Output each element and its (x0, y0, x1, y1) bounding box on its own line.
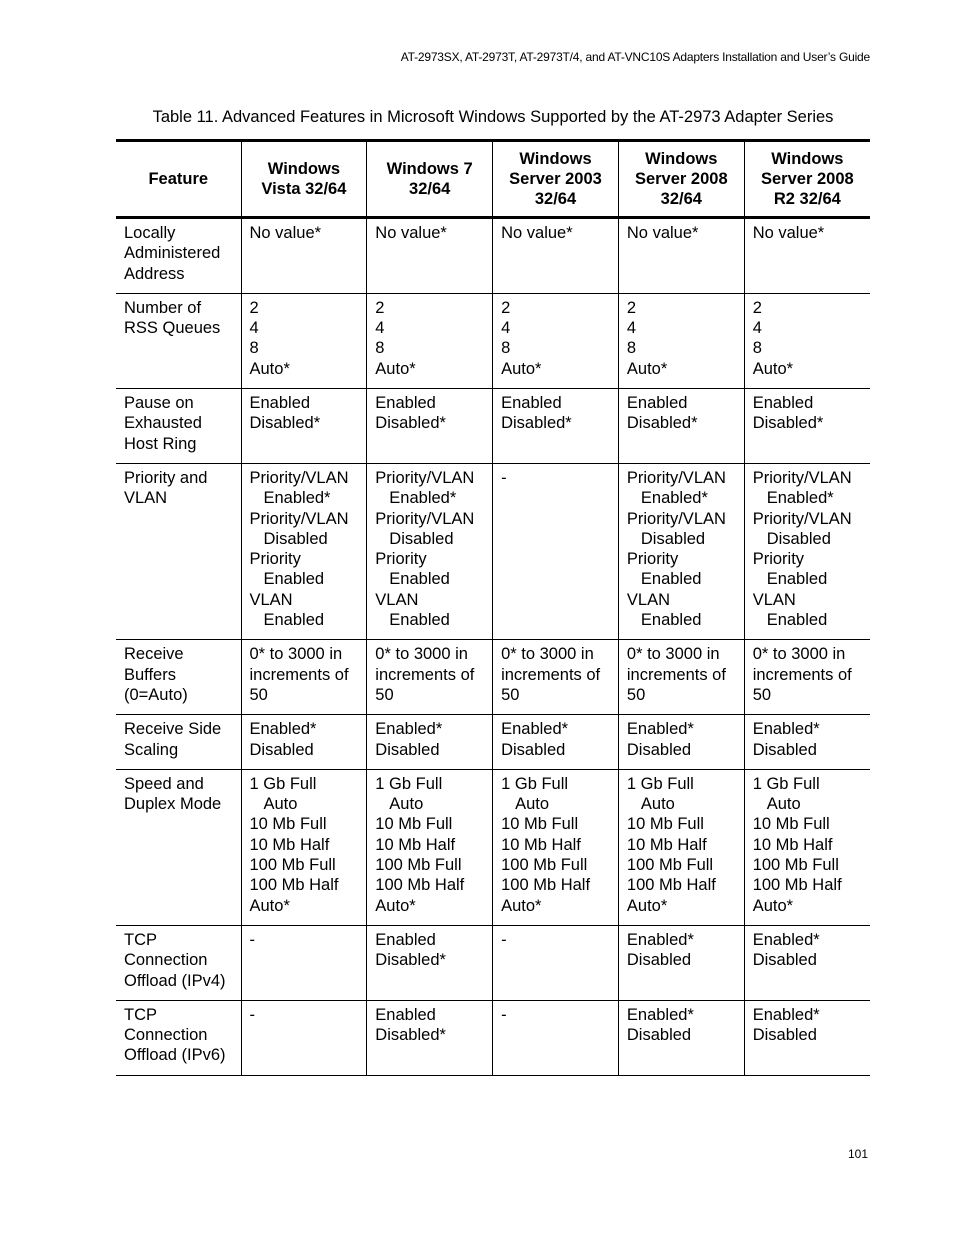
value-cell (367, 1000, 493, 1075)
value-line: Disabled* (375, 1026, 446, 1045)
value-line: Enabled* (501, 720, 569, 739)
value-line: Auto* (501, 359, 542, 378)
value-line: 10 Mb Half (501, 835, 581, 854)
value-line: Enabled (375, 1005, 436, 1024)
value-line: Enabled (375, 930, 436, 949)
value-cell (618, 293, 744, 388)
table-row (116, 463, 870, 639)
value-cell (744, 389, 870, 464)
value-line: Priority/VLAN (375, 468, 475, 487)
value-line: Enabled (501, 394, 562, 413)
value-line: Enabled (640, 611, 702, 630)
column-header-os (618, 141, 744, 218)
value-line: 100 Mb Full (501, 856, 588, 875)
value-cell (241, 1000, 367, 1075)
column-header-os (241, 141, 367, 218)
value-line: Auto* (752, 359, 794, 378)
value-line: Priority/VLAN (626, 468, 726, 487)
value-cell (493, 769, 619, 925)
value-line: 50 (626, 685, 646, 704)
value-line: 0* to 3000 in (501, 645, 594, 664)
feature-line: Pause on (124, 394, 194, 413)
value-cell (493, 389, 619, 464)
value-cell (241, 218, 367, 294)
feature-line: Scaling (124, 740, 179, 759)
value-line: Enabled (375, 394, 436, 413)
value-line: Disabled* (752, 414, 824, 433)
value-line: Enabled* (640, 489, 708, 508)
value-cell (493, 640, 619, 715)
feature-line: Connection (124, 951, 208, 970)
value-line: 2 (752, 298, 762, 317)
value-cell (618, 640, 744, 715)
value-cell (241, 640, 367, 715)
feature-cell (116, 640, 241, 715)
value-line: No value* (626, 224, 699, 242)
feature-cell (116, 925, 241, 1000)
table-row (116, 389, 870, 464)
value-cell (493, 1000, 619, 1075)
value-line: 10 Mb Half (375, 835, 456, 854)
feature-cell (116, 389, 241, 464)
value-line: Auto* (249, 359, 290, 378)
value-line: Enabled (389, 570, 450, 589)
value-line: Enabled (263, 611, 325, 630)
value-line: 8 (752, 339, 762, 358)
feature-cell (116, 1000, 241, 1075)
value-line: 0* to 3000 in (249, 645, 343, 664)
feature-line: (0=Auto) (124, 685, 188, 704)
value-line: increments of (626, 665, 726, 684)
feature-line: Administered (124, 244, 221, 263)
value-line: 100 Mb Half (249, 876, 339, 895)
value-line: Auto* (626, 896, 668, 915)
value-line: Enabled (249, 394, 311, 413)
value-line: 2 (501, 298, 511, 317)
value-line: 50 (375, 685, 394, 704)
value-line: - (501, 1005, 507, 1024)
value-line: Disabled (263, 529, 328, 548)
header-line: Windows (519, 149, 592, 168)
feature-line: Connection (124, 1026, 208, 1045)
value-cell (367, 715, 493, 770)
page-number: 101 (847, 1147, 868, 1161)
feature-line: VLAN (124, 489, 168, 508)
value-cell (618, 1000, 744, 1075)
feature-cell (116, 218, 241, 294)
feature-line: Duplex Mode (124, 795, 222, 814)
value-line: Priority/VLAN (249, 468, 349, 487)
value-line: 4 (501, 319, 511, 338)
value-cell (744, 769, 870, 925)
value-cell (744, 218, 870, 294)
value-line: increments of (249, 665, 349, 684)
value-line: increments of (501, 665, 601, 684)
value-line: 4 (375, 319, 385, 338)
value-line: Enabled (626, 394, 688, 413)
value-line: Enabled (752, 394, 814, 413)
value-line: Disabled (626, 951, 692, 970)
features-table (116, 139, 870, 1076)
value-cell (493, 925, 619, 1000)
value-cell (367, 463, 493, 639)
value-line: Disabled (752, 740, 817, 759)
value-line: Enabled* (766, 489, 834, 508)
feature-line: Locally (124, 224, 176, 242)
value-line: 4 (752, 319, 762, 338)
value-line: 10 Mb Full (626, 815, 704, 834)
value-cell (744, 1000, 870, 1075)
value-line: 1 Gb Full (375, 774, 443, 793)
value-line: Auto* (375, 896, 416, 915)
value-cell (367, 640, 493, 715)
value-line: Disabled (375, 740, 440, 759)
value-line: Priority (249, 550, 301, 569)
value-line: Disabled* (375, 951, 446, 970)
value-line: Enabled (640, 570, 702, 589)
value-cell (493, 463, 619, 639)
value-line: 10 Mb Full (375, 815, 453, 834)
feature-line: TCP (124, 1005, 157, 1024)
value-line: - (249, 930, 255, 949)
value-line: Auto (766, 795, 801, 814)
value-line: VLAN (626, 590, 670, 609)
value-line: Auto* (249, 896, 290, 915)
table-row (116, 218, 870, 294)
header-line: Vista 32/64 (261, 180, 347, 198)
value-cell (744, 293, 870, 388)
header-line: 32/64 (660, 190, 702, 209)
value-cell (618, 389, 744, 464)
value-line: Disabled (626, 740, 692, 759)
value-line: Enabled* (752, 1005, 820, 1024)
value-line: 10 Mb Full (752, 815, 830, 834)
value-cell (367, 218, 493, 294)
value-line: Auto* (752, 896, 794, 915)
value-cell (241, 769, 367, 925)
value-line: No value* (501, 224, 573, 242)
value-cell (493, 715, 619, 770)
value-cell (241, 715, 367, 770)
value-line: Disabled (626, 1026, 692, 1045)
value-line: 50 (501, 685, 520, 704)
feature-line: Receive Side (124, 720, 222, 739)
value-cell (241, 463, 367, 639)
value-cell (493, 218, 619, 294)
value-line: 8 (375, 339, 385, 358)
value-line: 100 Mb Full (626, 856, 714, 875)
value-line: Enabled (766, 611, 828, 630)
value-line: 2 (375, 298, 385, 317)
value-cell (744, 715, 870, 770)
value-line: Enabled (263, 570, 325, 589)
feature-cell (116, 715, 241, 770)
value-line: - (249, 1005, 255, 1024)
value-cell (744, 640, 870, 715)
value-line: Disabled (752, 1026, 817, 1045)
value-line: 8 (249, 339, 259, 358)
value-line: 100 Mb Half (752, 876, 842, 895)
header-line: Windows (645, 149, 718, 168)
feature-line: Priority and (124, 468, 208, 487)
value-line: 100 Mb Full (249, 856, 336, 875)
feature-line: Offload (IPv6) (124, 1046, 226, 1065)
feature-cell (116, 769, 241, 925)
value-line: Enabled* (375, 720, 443, 739)
header-line: 32/64 (534, 190, 577, 209)
value-cell (618, 218, 744, 294)
value-line: 100 Mb Full (752, 856, 839, 875)
value-line: Disabled (389, 529, 454, 548)
header-line: Server 2003 (509, 169, 602, 188)
value-line: VLAN (375, 590, 419, 609)
column-header-os (367, 141, 493, 218)
value-line: Priority (626, 550, 679, 569)
value-line: Disabled (752, 951, 817, 970)
value-line: 2 (249, 298, 259, 317)
value-cell (367, 925, 493, 1000)
value-line: 1 Gb Full (501, 774, 569, 793)
table-body (116, 218, 870, 1076)
value-line: Enabled* (752, 930, 820, 949)
header-row (116, 141, 870, 218)
value-line: Auto* (501, 896, 542, 915)
value-line: Priority/VLAN (375, 509, 475, 528)
feature-line: Buffers (124, 665, 176, 684)
table-header (116, 141, 870, 218)
value-line: Priority/VLAN (626, 509, 726, 528)
value-line: Enabled* (626, 1005, 694, 1024)
value-line: Priority/VLAN (752, 468, 852, 487)
value-line: increments of (375, 665, 475, 684)
value-line: Enabled* (389, 489, 457, 508)
value-cell (744, 925, 870, 1000)
table-caption: Table 11. Advanced Features in Microsoft Windows Supported by the AT-2973 Adapter Series (152, 108, 834, 126)
value-line: Auto (389, 795, 424, 814)
value-cell (367, 769, 493, 925)
value-line: 50 (249, 685, 268, 704)
value-line: Disabled* (375, 414, 446, 433)
value-line: - (501, 468, 507, 487)
feature-line: Address (124, 264, 185, 283)
feature-line: Speed and (124, 774, 204, 793)
value-cell (241, 925, 367, 1000)
value-cell (367, 389, 493, 464)
value-line: Priority (752, 550, 805, 569)
value-line: No value* (375, 224, 447, 242)
value-cell (367, 293, 493, 388)
column-header-os (493, 141, 619, 218)
value-line: No value* (752, 224, 825, 242)
value-line: 1 Gb Full (752, 774, 820, 793)
value-line: Auto (640, 795, 675, 814)
value-cell (241, 389, 367, 464)
value-line: 1 Gb Full (626, 774, 694, 793)
value-line: VLAN (752, 590, 796, 609)
header-line: R2 32/64 (773, 190, 841, 209)
header-line: Feature (148, 169, 209, 188)
column-header-feature (116, 141, 241, 218)
header-line: Windows (771, 149, 844, 168)
value-line: increments of (752, 665, 852, 684)
value-line: 100 Mb Half (626, 876, 716, 895)
table-row (116, 769, 870, 925)
value-line: 0* to 3000 in (752, 645, 846, 664)
value-line: Auto (515, 795, 550, 814)
value-line: 10 Mb Full (249, 815, 327, 834)
value-line: Disabled* (249, 414, 321, 433)
feature-cell (116, 463, 241, 639)
value-line: 100 Mb Half (375, 876, 465, 895)
value-line: Auto* (375, 359, 416, 378)
feature-line: Offload (IPv4) (124, 971, 226, 990)
value-line: Priority/VLAN (752, 509, 852, 528)
value-cell (618, 715, 744, 770)
header-line: Windows 7 (386, 159, 473, 178)
value-line: 8 (626, 339, 637, 358)
value-cell (618, 463, 744, 639)
table-row (116, 1000, 870, 1075)
value-line: Disabled (249, 740, 314, 759)
value-line: Disabled* (626, 414, 698, 433)
value-line: 4 (626, 319, 637, 338)
feature-cell (116, 293, 241, 388)
value-line: Enabled* (263, 489, 331, 508)
value-line: 10 Mb Full (501, 815, 579, 834)
value-line: 2 (626, 298, 637, 317)
feature-line: Receive (124, 645, 184, 664)
value-line: 4 (249, 319, 259, 338)
value-line: 8 (501, 339, 511, 358)
value-line: No value* (249, 224, 322, 242)
value-cell (493, 293, 619, 388)
value-line: Auto* (626, 359, 668, 378)
table-row (116, 925, 870, 1000)
value-line: 50 (752, 685, 772, 704)
value-line: 0* to 3000 in (375, 645, 468, 664)
feature-line: Exhausted (124, 414, 202, 433)
value-line: Priority (375, 550, 427, 569)
value-line: Priority/VLAN (249, 509, 349, 528)
value-line: Enabled* (626, 720, 694, 739)
value-line: 10 Mb Half (249, 835, 330, 854)
value-line: Disabled (501, 740, 566, 759)
table-row (116, 293, 870, 388)
value-line: 10 Mb Half (626, 835, 707, 854)
column-header-os (744, 141, 870, 218)
header-line: Server 2008 (761, 169, 854, 188)
running-header: AT-2973SX, AT-2973T, AT-2973T/4, and AT-VNC10S Adapters Installation and User’s Guide (400, 50, 870, 64)
feature-line: TCP (124, 930, 157, 949)
value-line: 1 Gb Full (249, 774, 317, 793)
value-cell (744, 463, 870, 639)
value-cell (618, 925, 744, 1000)
value-cell (618, 769, 744, 925)
value-line: Enabled (389, 611, 450, 630)
table-row (116, 715, 870, 770)
header-line: 32/64 (409, 180, 451, 198)
feature-line: RSS Queues (124, 319, 221, 338)
value-cell (241, 293, 367, 388)
value-line: Auto (263, 795, 298, 814)
value-line: Disabled (766, 529, 831, 548)
value-line: 100 Mb Half (501, 876, 591, 895)
table-row (116, 640, 870, 715)
value-line: Enabled (766, 570, 828, 589)
feature-line: Host Ring (124, 434, 197, 453)
value-line: 10 Mb Half (752, 835, 833, 854)
header-line: Server 2008 (634, 169, 728, 188)
value-line: Enabled* (752, 720, 820, 739)
value-line: VLAN (249, 590, 293, 609)
value-line: - (501, 930, 507, 949)
value-line: Disabled (640, 529, 706, 548)
value-line: Disabled* (501, 414, 572, 433)
value-line: 100 Mb Full (375, 856, 462, 875)
feature-line: Number of (124, 298, 202, 317)
value-line: Enabled* (249, 720, 317, 739)
value-line: Enabled* (626, 930, 694, 949)
header-line: Windows (267, 159, 341, 178)
value-line: 0* to 3000 in (626, 645, 720, 664)
